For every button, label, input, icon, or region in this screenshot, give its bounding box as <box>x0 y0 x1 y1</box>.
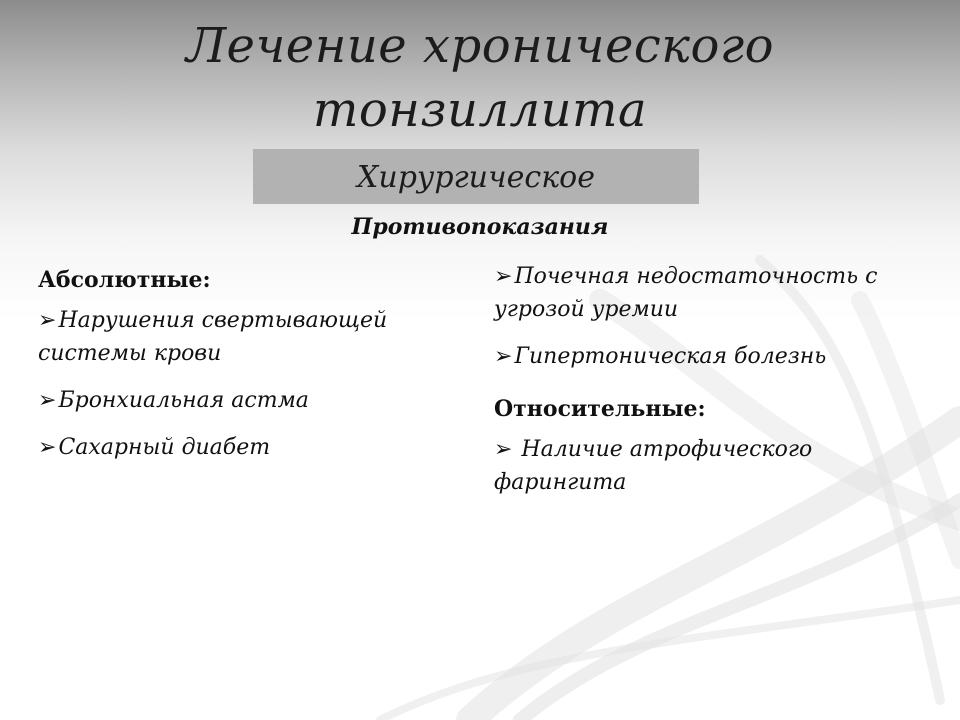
arrow-bullet-icon: ➢ <box>494 344 513 369</box>
left-column <box>38 258 478 478</box>
list-item-text: Почечная недостаточность с угрозой уремии <box>494 264 878 322</box>
list-item-text: Сахарный диабет <box>58 435 271 460</box>
slide-title <box>0 14 960 142</box>
slide-title-line-2: тонзиллита <box>312 82 648 138</box>
arrow-bullet-icon: ➢ <box>494 437 513 462</box>
arrow-bullet-icon: ➢ <box>38 435 57 460</box>
list-item <box>38 431 478 464</box>
right-column <box>494 258 934 513</box>
section-banner <box>253 149 699 204</box>
arrow-bullet-icon: ➢ <box>38 388 57 413</box>
slide-title-line-1: Лечение хронического <box>185 18 774 74</box>
list-item <box>38 304 478 370</box>
list-item <box>494 340 934 373</box>
relative-heading: Относительные: <box>494 396 706 422</box>
arrow-bullet-icon: ➢ <box>38 308 57 333</box>
list-item <box>494 260 934 326</box>
list-item <box>494 433 934 499</box>
arrow-bullet-icon: ➢ <box>494 264 513 289</box>
absolute-heading: Абсолютные: <box>38 267 211 293</box>
list-item-text: Нарушения свертывающей системы крови <box>38 308 388 366</box>
list-item-text: Бронхиальная астма <box>58 388 309 413</box>
list-item <box>38 384 478 417</box>
contraindications-heading: Противопоказания <box>351 214 609 240</box>
section-banner-label: Хирургическое <box>357 160 595 195</box>
list-item-text: Наличие атрофического фарингита <box>494 437 820 495</box>
list-item-text: Гипертоническая болезнь <box>514 344 827 369</box>
